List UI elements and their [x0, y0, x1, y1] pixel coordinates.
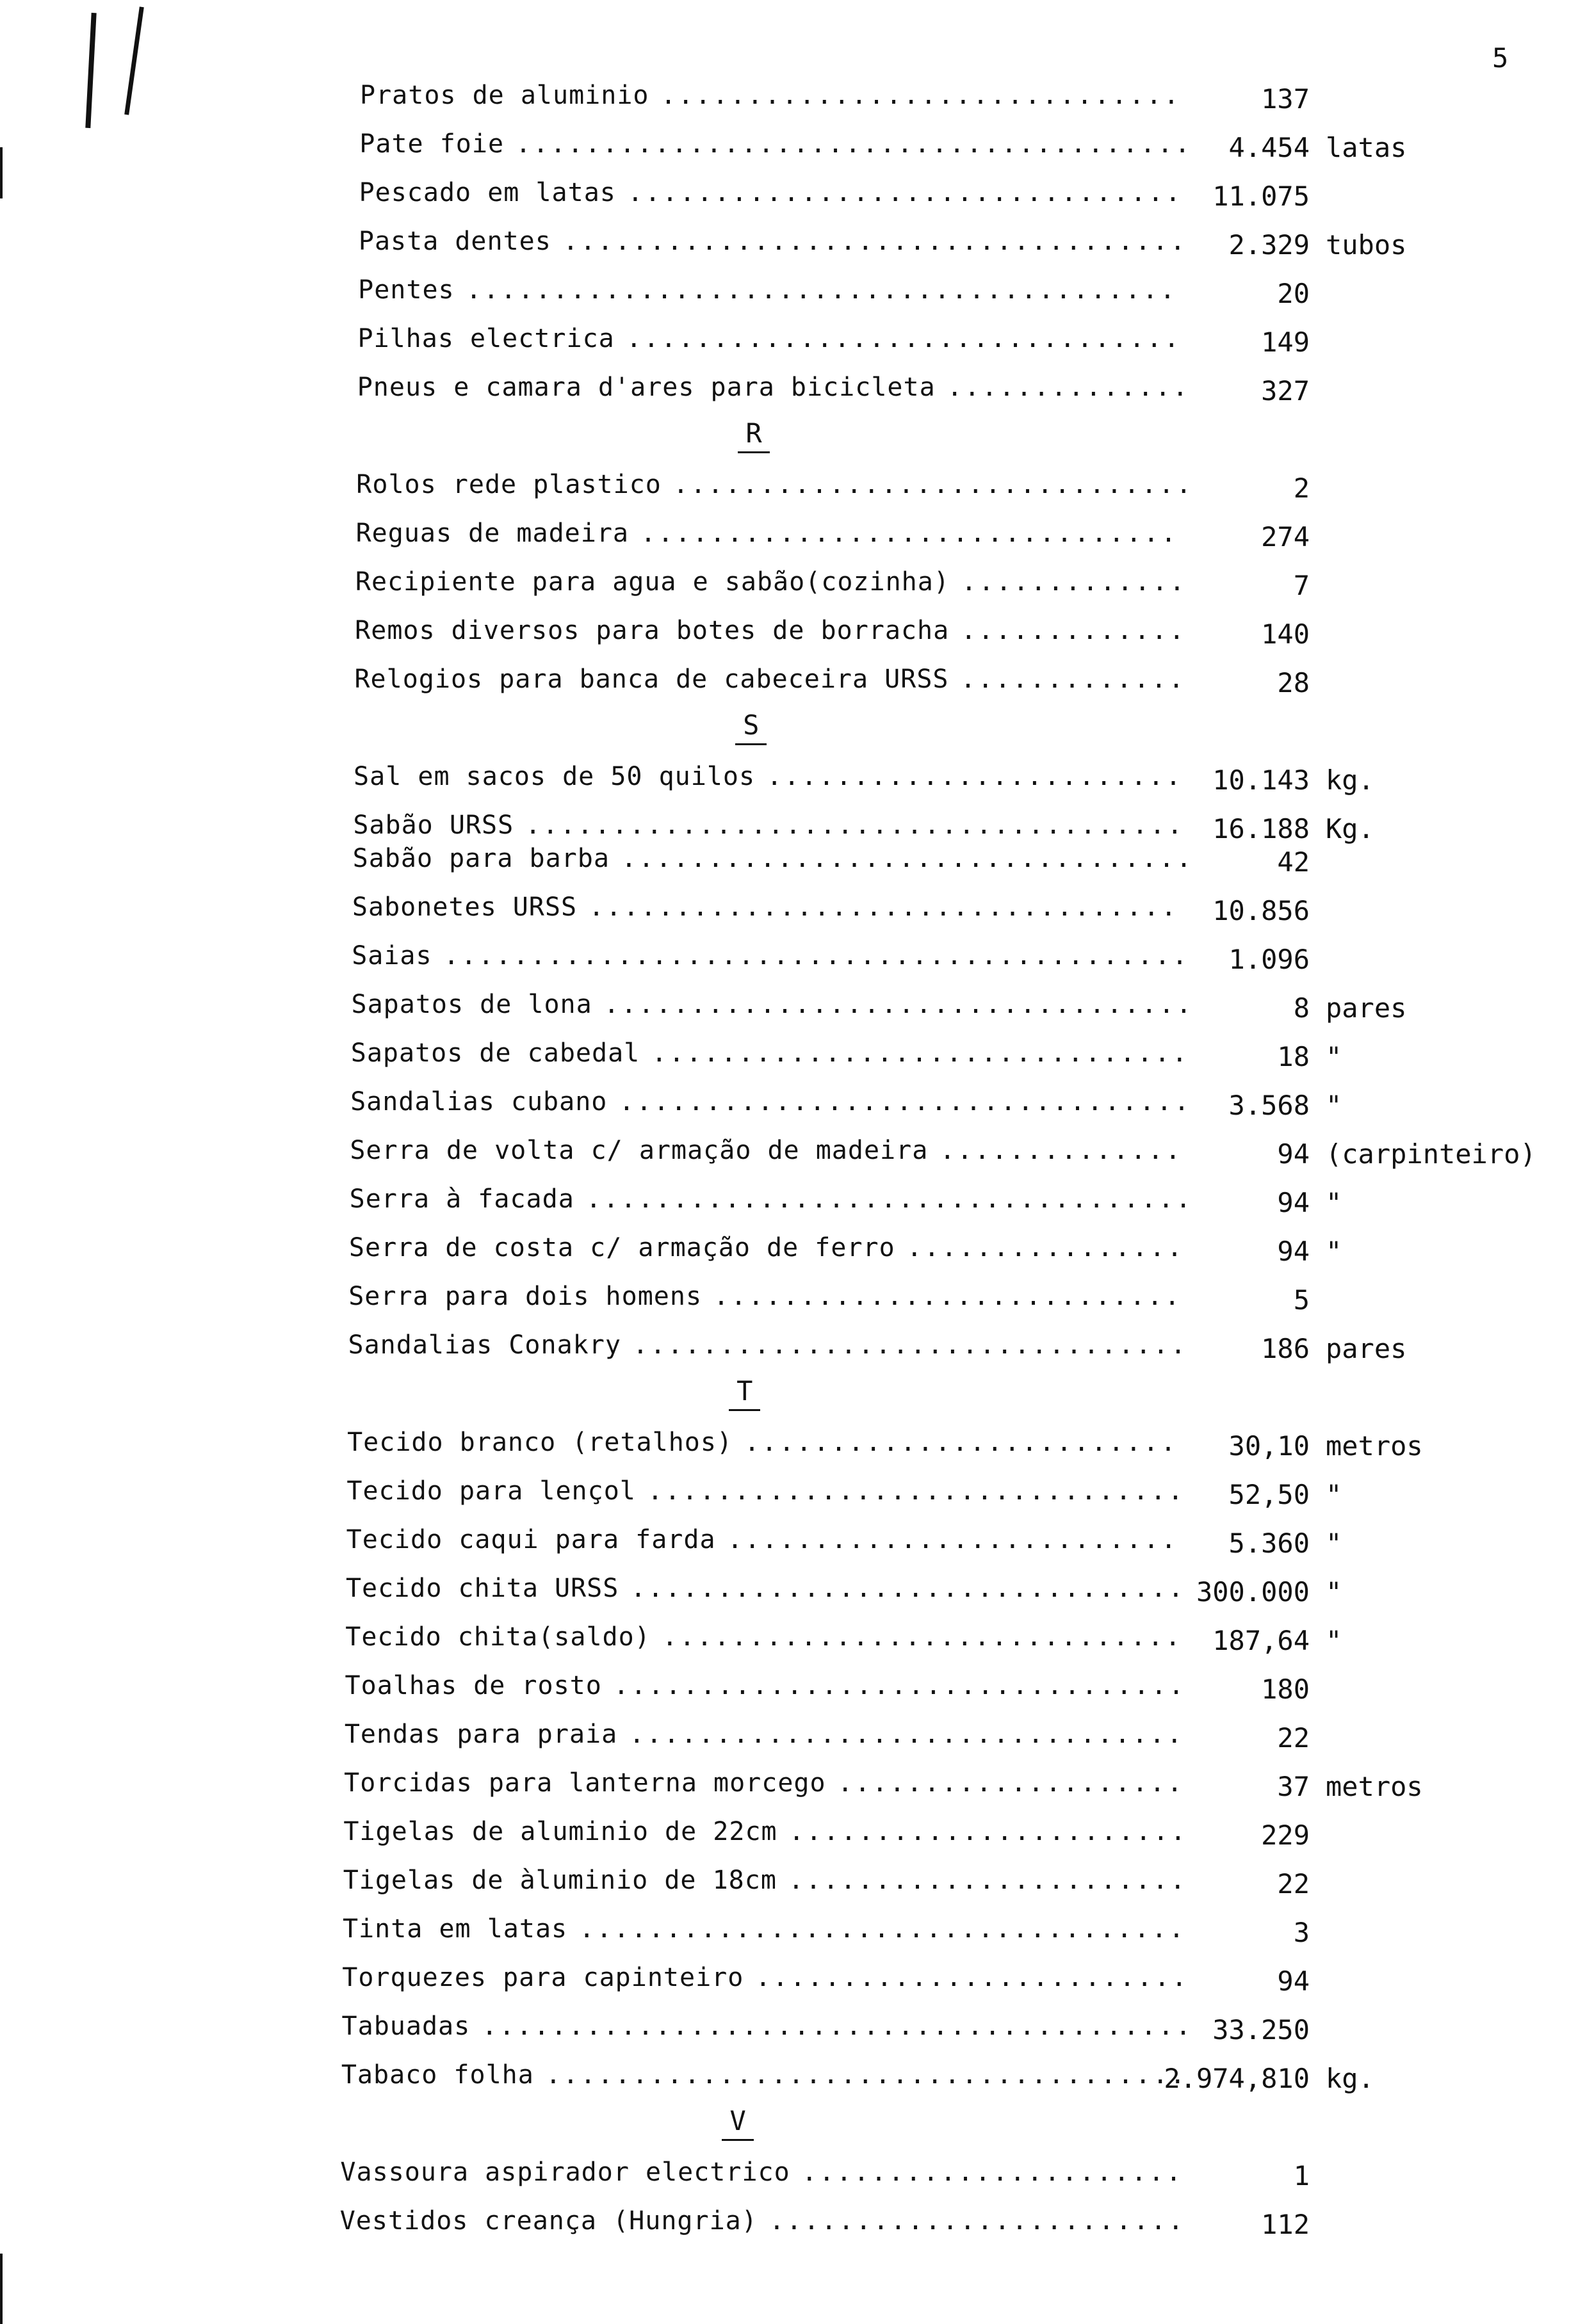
item-name: Tendas para praia: [344, 1720, 618, 1749]
item-name: Pilhas electrica: [357, 324, 615, 353]
item-quantity: 94: [1277, 1965, 1310, 1997]
item-quantity: 42: [1277, 846, 1310, 878]
list-item: [359, 129, 1537, 168]
item-name: Saias: [352, 941, 432, 971]
item-name: Sabonetes URSS: [352, 892, 578, 922]
item-unit: tubos: [1325, 229, 1407, 261]
list-item: [351, 990, 1537, 1028]
item-unit: ": [1325, 1090, 1342, 1121]
dot-leader: ................................: [626, 324, 1182, 353]
item-name: Serra de costa c/ armação de ferro: [348, 1233, 895, 1263]
scan-mark-edge: [0, 147, 3, 198]
item-quantity: 16.188: [1212, 813, 1310, 844]
item-name: Pate foie: [359, 129, 505, 159]
dot-leader: ..................................: [603, 990, 1194, 1019]
item-unit: kg.: [1325, 764, 1374, 796]
item-quantity: 112: [1261, 2209, 1310, 2240]
item-name: Tecido para lençol: [346, 1476, 636, 1506]
list-item: [359, 227, 1537, 265]
list-item: [342, 1963, 1537, 2001]
dot-leader: .............: [960, 665, 1186, 694]
item-unit: ": [1325, 1528, 1342, 1559]
item-quantity: 10.856: [1212, 895, 1310, 926]
item-name: Tigelas de aluminio de 22cm: [343, 1817, 777, 1846]
item-unit: ": [1325, 1625, 1342, 1656]
item-name: Rolos rede plastico: [356, 470, 662, 499]
item-unit: metros: [1325, 1771, 1423, 1802]
dot-leader: .................................: [621, 844, 1194, 873]
item-name: Remos diversos para botes de borracha: [355, 616, 950, 645]
list-item: [358, 275, 1537, 314]
item-quantity: 2.974,810: [1164, 2063, 1310, 2094]
section-letter: T: [729, 1375, 760, 1411]
section-heading-r: [728, 417, 779, 453]
item-quantity: 18: [1277, 1041, 1310, 1072]
item-name: Sapatos de cabedal: [350, 1038, 640, 1068]
list-item: [354, 762, 1537, 800]
item-quantity: 229: [1261, 1820, 1310, 1851]
item-name: Pratos de aluminio: [360, 81, 649, 110]
dot-leader: ........................: [769, 2206, 1185, 2236]
list-item: [351, 1038, 1537, 1077]
list-item: [347, 1428, 1537, 1466]
dot-leader: .......................: [788, 1817, 1188, 1846]
item-name: Tecido chita(saldo): [345, 1622, 651, 1652]
item-quantity: 3: [1293, 1917, 1310, 1948]
page-number: 5: [1492, 42, 1509, 74]
list-item: [342, 2012, 1537, 2050]
item-name: Recipiente para agua e sabão(cozinha): [355, 567, 950, 597]
dot-leader: ........................: [767, 762, 1184, 791]
dot-leader: ..................................: [589, 892, 1178, 922]
item-quantity: 2.329: [1228, 229, 1310, 261]
section-heading-t: [719, 1375, 770, 1411]
list-item: [340, 2158, 1537, 2196]
dot-leader: ...................................: [579, 1914, 1186, 1944]
list-item: [345, 1671, 1537, 1709]
item-quantity: 11.075: [1212, 181, 1310, 212]
item-quantity: 52,50: [1228, 1479, 1310, 1510]
list-item: [350, 1136, 1537, 1174]
list-item: [350, 1087, 1537, 1126]
item-quantity: 327: [1261, 375, 1310, 407]
dot-leader: ......................................: [525, 811, 1185, 840]
item-quantity: 7: [1293, 570, 1310, 601]
section-heading-s: [726, 709, 777, 745]
list-item: [341, 2060, 1537, 2099]
item-unit: (carpinteiro): [1325, 1138, 1536, 1170]
item-name: Tabuadas: [341, 2012, 471, 2041]
dot-leader: ..............................: [660, 81, 1181, 110]
list-item: [344, 1768, 1537, 1807]
list-item: [343, 1914, 1537, 1953]
item-name: Tecido chita URSS: [345, 1574, 619, 1603]
item-unit: ": [1325, 1479, 1342, 1510]
item-quantity: 5: [1293, 1284, 1310, 1316]
section-letter: V: [722, 2105, 753, 2141]
item-name: Pescado em latas: [359, 178, 616, 207]
item-name: Serra para dois homens: [348, 1282, 703, 1311]
list-item: [360, 81, 1537, 119]
item-unit: Kg.: [1325, 813, 1374, 844]
item-name: Sabão URSS: [353, 811, 514, 840]
item-quantity: 187,64: [1212, 1625, 1310, 1656]
item-quantity: 149: [1261, 327, 1310, 358]
list-item: [340, 2206, 1537, 2245]
list-item: [355, 616, 1537, 654]
list-item: [355, 567, 1537, 606]
dot-leader: ..........................: [727, 1525, 1178, 1554]
item-name: Sapatos de lona: [351, 990, 592, 1019]
list-item: [349, 1233, 1537, 1271]
list-item: [350, 1184, 1537, 1223]
list-item: [359, 178, 1537, 216]
item-quantity: 8: [1293, 992, 1310, 1024]
item-quantity: 94: [1277, 1236, 1310, 1267]
list-item: [353, 844, 1537, 882]
list-item: [353, 811, 1537, 849]
item-name: Tecido caqui para farda: [346, 1525, 716, 1554]
item-quantity: 33.250: [1212, 2014, 1310, 2046]
dot-leader: .........................: [744, 1428, 1178, 1457]
item-quantity: 30,10: [1228, 1430, 1310, 1462]
section-letter: S: [735, 709, 767, 745]
item-unit: ": [1325, 1187, 1342, 1218]
item-name: Sabão para barba: [352, 844, 610, 873]
dot-leader: ................................: [632, 1330, 1188, 1360]
item-name: Tecido branco (retalhos): [347, 1428, 733, 1457]
dot-leader: ..............: [939, 1136, 1183, 1165]
dot-leader: ................................: [630, 1574, 1185, 1603]
item-name: Pasta dentes: [358, 227, 551, 256]
item-quantity: 1: [1293, 2160, 1310, 2191]
list-item: [346, 1525, 1537, 1563]
dot-leader: ....................: [837, 1768, 1185, 1798]
scan-mark-left-top: [85, 13, 96, 128]
dot-leader: .........................: [755, 1963, 1189, 1992]
item-name: Relogios para banca de cabeceira URSS: [354, 665, 949, 694]
item-unit: latas: [1325, 132, 1407, 163]
item-name: Vestidos creança (Hungria): [339, 2206, 758, 2236]
list-item: [348, 1282, 1537, 1320]
item-quantity: 137: [1261, 83, 1310, 115]
item-quantity: 37: [1277, 1771, 1310, 1802]
item-quantity: 300.000: [1196, 1576, 1310, 1608]
item-unit: ": [1325, 1576, 1342, 1608]
list-item: [352, 892, 1537, 931]
dot-leader: .................................: [619, 1087, 1192, 1117]
item-quantity: 180: [1261, 1674, 1310, 1705]
item-name: Tinta em latas: [342, 1914, 568, 1944]
list-item: [357, 324, 1537, 362]
dot-leader: .......................: [788, 1866, 1187, 1895]
item-quantity: 1.096: [1228, 944, 1310, 975]
item-quantity: 10.143: [1212, 764, 1310, 796]
dot-leader: .....................................: [545, 2060, 1187, 2090]
item-name: Tigelas de àluminio de 18cm: [343, 1866, 777, 1895]
item-name: Sandalias Conakry: [348, 1330, 621, 1360]
scan-mark-left-top-2: [124, 6, 144, 115]
dot-leader: ...................................: [585, 1184, 1193, 1214]
dot-leader: .............: [961, 567, 1187, 597]
list-item: [356, 519, 1537, 557]
dot-leader: ..............................: [662, 1622, 1183, 1652]
item-unit: ": [1325, 1236, 1342, 1267]
item-unit: kg.: [1325, 2063, 1374, 2094]
dot-leader: ..............: [947, 373, 1190, 402]
list-item: [343, 1817, 1537, 1855]
item-quantity: 140: [1261, 618, 1310, 650]
item-name: Tabaco folha: [341, 2060, 534, 2090]
section-heading-v: [712, 2105, 763, 2141]
item-quantity: 2: [1293, 472, 1310, 504]
list-item: [343, 1866, 1537, 1904]
item-quantity: 3.568: [1228, 1090, 1310, 1121]
list-item: [356, 470, 1537, 508]
item-quantity: 94: [1277, 1138, 1310, 1170]
dot-leader: ................................: [627, 178, 1183, 207]
item-name: Vassoura aspirador electrico: [340, 2158, 790, 2187]
dot-leader: .........................................: [466, 275, 1178, 305]
item-quantity: 20: [1277, 278, 1310, 309]
item-quantity: 22: [1277, 1722, 1310, 1754]
dot-leader: ...........................................: [443, 941, 1190, 971]
item-unit: ": [1325, 1041, 1342, 1072]
list-item: [345, 1622, 1537, 1661]
item-quantity: 5.360: [1228, 1528, 1310, 1559]
dot-leader: ...............................: [647, 1476, 1185, 1506]
dot-leader: .................................: [613, 1671, 1186, 1700]
list-item: [346, 1574, 1537, 1612]
item-name: Torcidas para lanterna morcego: [344, 1768, 826, 1798]
item-name: Pneus e camara d'ares para bicicleta: [357, 373, 936, 402]
item-quantity: 4.454: [1228, 132, 1310, 163]
item-name: Pentes: [358, 275, 455, 305]
dot-leader: ....................................: [562, 227, 1187, 256]
dot-leader: .......................................: [516, 129, 1192, 159]
item-unit: pares: [1325, 992, 1407, 1024]
item-quantity: 274: [1261, 521, 1310, 553]
list-item: [346, 1476, 1537, 1515]
item-name: Toalhas de rosto: [345, 1671, 602, 1700]
list-item: [345, 1720, 1537, 1758]
dot-leader: ...........................: [713, 1282, 1182, 1311]
dot-leader: ................: [906, 1233, 1185, 1263]
dot-leader: .........................................: [482, 2012, 1193, 2041]
list-item: [354, 665, 1537, 703]
item-name: Reguas de madeira: [355, 519, 629, 548]
item-name: Sandalias cubano: [350, 1087, 608, 1117]
item-quantity: 186: [1261, 1333, 1310, 1364]
list-item: [348, 1330, 1537, 1369]
item-name: Serra à facada: [349, 1184, 574, 1214]
dot-leader: ...............................: [640, 519, 1178, 548]
item-name: Sal em sacos de 50 quilos: [354, 762, 756, 791]
item-unit: metros: [1325, 1430, 1423, 1462]
dot-leader: ..............................: [672, 470, 1194, 499]
dot-leader: ......................: [801, 2158, 1184, 2187]
item-name: Serra de volta c/ armação de madeira: [350, 1136, 929, 1165]
scan-mark-bottom-left: [0, 2254, 3, 2324]
section-letter: R: [738, 417, 769, 453]
dot-leader: .............: [961, 616, 1187, 645]
item-name: Torquezes para capinteiro: [342, 1963, 744, 1992]
item-quantity: 22: [1277, 1868, 1310, 1900]
item-quantity: 94: [1277, 1187, 1310, 1218]
dot-leader: ................................: [629, 1720, 1184, 1749]
item-unit: pares: [1325, 1333, 1407, 1364]
dot-leader: ...............................: [651, 1038, 1189, 1068]
list-item: [352, 941, 1537, 980]
item-quantity: 28: [1277, 667, 1310, 698]
list-item: [357, 373, 1537, 411]
